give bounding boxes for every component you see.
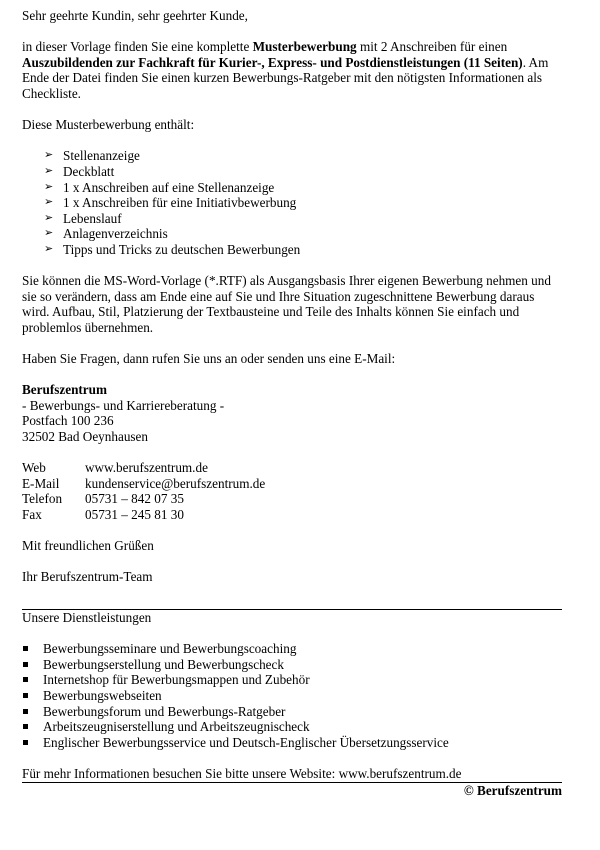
list-item-label: Stellenanzeige: [63, 148, 140, 164]
arrow-bullet-icon: ➢: [44, 149, 54, 162]
list-item: [22, 735, 562, 751]
list-item-label: 1 x Anschreiben auf eine Stellenanzeige: [63, 179, 275, 195]
intro-bold-2: Auszubildenden zur Fachkraft für Kurier-, Express- und Postdienstleistungen (11 Seiten): [22, 54, 523, 70]
contact-fax-value: 05731 – 245 81 30: [85, 507, 184, 522]
contact-table: [22, 460, 265, 522]
contact-web-link[interactable]: www.berufszentrum.de: [85, 460, 208, 476]
arrow-bullet-icon: ➢: [44, 180, 54, 193]
list-item-label: Lebenslauf: [63, 210, 122, 226]
contents-list: [22, 148, 562, 257]
contact-label: Telefon: [22, 491, 63, 507]
list-item: [22, 719, 562, 735]
square-bullet-icon: [23, 709, 28, 714]
square-bullet-icon: [23, 662, 28, 667]
list-item-label: Bewerbungsforum und Bewerbungs-Ratgeber: [43, 703, 286, 719]
company-name: Berufszentrum: [22, 382, 107, 398]
list-item-label: Bewerbungserstellung und Bewerbungscheck: [43, 656, 284, 672]
list-item-label: Tipps und Tricks zu deutschen Bewerbungen: [63, 241, 301, 257]
document-page: [22, 8, 562, 798]
contents-heading: Diese Musterbewerbung enthält:: [22, 117, 195, 133]
square-bullet-icon: [23, 677, 28, 682]
table-row: [22, 460, 265, 476]
list-item-label: Deckblatt: [63, 163, 115, 179]
list-item-label: Anlagenverzeichnis: [63, 226, 168, 242]
intro-text-2: mit 2 Anschreiben für einen: [356, 39, 508, 55]
intro-bold-1: Musterbewerbung: [252, 39, 357, 55]
arrow-bullet-icon: ➢: [44, 211, 54, 224]
table-row: [22, 476, 265, 492]
usage-paragraph: Sie können die MS-Word-Vorlage (*.RTF) als Ausgangsbasis Ihrer eigenen Bewerbung nehmen und sie so verändern, dass am Ende eine auf Sie und Ihre Situation zugeschnittene Bewerbung daraus wird. Aufbau, Stil, Platzierung der Textbausteine und Teile des Inhalts können Sie einfach und problemlos übernehmen.: [22, 273, 551, 335]
company-tagline: - Bewerbungs- und Karriereberatung -: [22, 397, 225, 413]
list-item-label: Bewerbungswebseiten: [43, 687, 162, 703]
intro-paragraph: [22, 39, 562, 101]
square-bullet-icon: [23, 693, 28, 698]
list-item: [44, 180, 562, 196]
contact-phone-value: 05731 – 842 07 35: [85, 491, 184, 507]
intro-text-1: in dieser Vorlage finden Sie eine komplette: [22, 39, 253, 55]
contact-label: Fax: [22, 507, 42, 522]
list-item-label: Internetshop für Bewerbungsmappen und Zubehör: [43, 672, 310, 688]
footer-website-text[interactable]: Für mehr Informationen besuchen Sie bitte unsere Website: www.berufszentrum.de: [22, 765, 462, 781]
closing: Mit freundlichen Grüßen: [22, 538, 154, 554]
intro-text-3: . Am Ende der Datei finden Sie einen kurzen Bewerbungs-Ratgeber mit den nötigsten Informationen als Checkliste.: [22, 54, 549, 101]
table-row: [22, 491, 265, 507]
list-item: [22, 641, 562, 657]
list-item: [44, 148, 562, 164]
signature: Ihr Berufszentrum-Team: [22, 569, 153, 585]
questions-paragraph: Haben Sie Fragen, dann rufen Sie uns an oder senden uns eine E-Mail:: [22, 351, 396, 367]
list-item: [22, 704, 562, 720]
square-bullet-icon: [23, 646, 28, 651]
list-item: [44, 164, 562, 180]
list-item-label: Arbeitszeugniserstellung und Arbeitszeugnischeck: [43, 719, 310, 735]
list-item: [44, 195, 562, 211]
contact-email-link[interactable]: kundenservice@berufszentrum.de: [85, 475, 266, 491]
copyright: © Berufszentrum: [463, 782, 562, 798]
services-heading: Unsere Dienstleistungen: [22, 609, 152, 625]
list-item: [44, 242, 562, 258]
greeting: Sehr geehrte Kundin, sehr geehrter Kunde,: [22, 8, 248, 23]
list-item-label: Englischer Bewerbungsservice und Deutsch-Englischer Übersetzungsservice: [43, 734, 449, 750]
arrow-bullet-icon: ➢: [44, 164, 54, 177]
company-city: 32502 Bad Oeynhausen: [22, 429, 148, 445]
contact-label: E-Mail: [22, 475, 60, 491]
list-item: [22, 672, 562, 688]
arrow-bullet-icon: ➢: [44, 196, 54, 209]
contact-label: Web: [22, 460, 46, 476]
arrow-bullet-icon: ➢: [44, 242, 54, 255]
list-item: [22, 688, 562, 704]
list-item: [44, 226, 562, 242]
list-item-label: 1 x Anschreiben für eine Initiativbewerbung: [63, 195, 297, 211]
company-postbox: Postfach 100 236: [22, 413, 114, 429]
services-list: [22, 641, 562, 750]
square-bullet-icon: [23, 724, 28, 729]
list-item: [22, 657, 562, 673]
list-item-label: Bewerbungsseminare und Bewerbungscoaching: [43, 641, 297, 657]
company-address: [22, 382, 562, 444]
square-bullet-icon: [23, 740, 28, 745]
list-item: [44, 211, 562, 227]
arrow-bullet-icon: ➢: [44, 227, 54, 240]
table-row: [22, 507, 265, 523]
